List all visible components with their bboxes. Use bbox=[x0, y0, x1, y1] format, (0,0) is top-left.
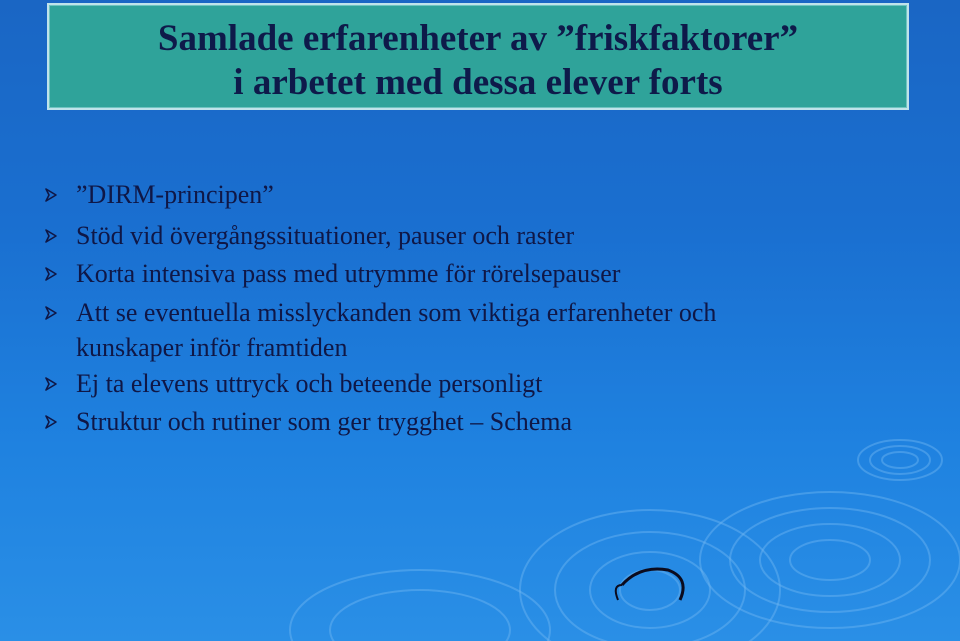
arrowhead-bullet-icon bbox=[43, 228, 59, 244]
arrowhead-bullet-icon bbox=[43, 414, 59, 430]
bullet-text: Ej ta elevens uttryck och beteende personligt bbox=[76, 369, 543, 398]
slide-title-line-1: Samlade erfarenheter av ”friskfaktorer” bbox=[157, 18, 799, 59]
bullet-text: Stöd vid övergångssituationer, pauser och raster bbox=[76, 221, 575, 250]
slide-title-line-2: i arbetet med dessa elever forts bbox=[233, 62, 723, 103]
bullet-text: ”DIRM-principen” bbox=[76, 180, 274, 209]
bullet-text-continuation: kunskaper inför framtiden bbox=[76, 333, 348, 362]
bullet-text: Struktur och rutiner som ger trygghet – Schema bbox=[76, 407, 573, 436]
arrowhead-bullet-icon bbox=[43, 187, 59, 203]
arrowhead-bullet-icon bbox=[43, 266, 59, 282]
bullet-text: Att se eventuella misslyckanden som viktiga erfarenheter och bbox=[76, 298, 717, 327]
arrowhead-bullet-icon bbox=[43, 305, 59, 321]
title-box bbox=[47, 3, 909, 110]
arrowhead-bullet-icon bbox=[43, 376, 59, 392]
bullet-text: Korta intensiva pass med utrymme för rörelsepauser bbox=[76, 259, 621, 288]
